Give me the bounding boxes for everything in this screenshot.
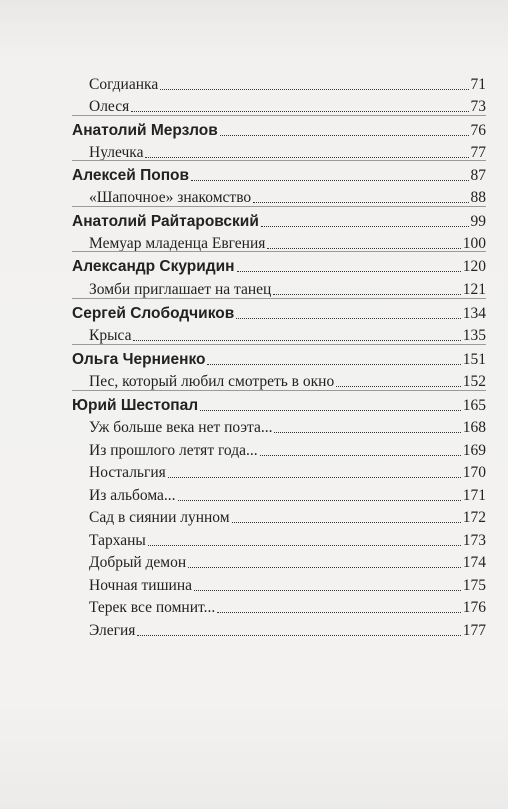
dot-leader <box>273 294 460 295</box>
toc-work-entry <box>89 369 486 391</box>
toc-author-entry <box>72 118 486 140</box>
toc-author-entry <box>72 393 486 415</box>
page-number: 73 <box>470 98 486 115</box>
toc-work-entry <box>89 618 486 640</box>
toc-work-entry <box>89 231 486 253</box>
dot-leader <box>220 135 469 136</box>
dot-leader <box>336 386 461 387</box>
toc-work-entry <box>89 505 486 527</box>
page-number: 175 <box>462 577 486 594</box>
work-title: Зомби приглашает на танец <box>89 281 272 298</box>
toc-work-entry <box>89 72 486 94</box>
section-divider <box>72 390 486 391</box>
section-divider <box>72 115 486 116</box>
work-title: Согдианка <box>89 76 159 93</box>
work-title: Добрый демон <box>89 554 187 571</box>
author-name: Александр Скуридин <box>72 258 235 275</box>
work-title: Сад в сиянии лунном <box>89 509 230 526</box>
dot-leader <box>274 432 460 433</box>
author-name: Алексей Попов <box>72 167 190 184</box>
toc-work-entry <box>89 94 486 116</box>
toc-work-entry <box>89 438 486 460</box>
dot-leader <box>194 590 461 591</box>
page-number: 152 <box>462 373 486 390</box>
author-name: Анатолий Райтаровский <box>72 213 259 230</box>
toc-author-entry <box>72 163 486 185</box>
work-title: Нулечка <box>89 144 144 161</box>
toc-work-entry <box>89 483 486 505</box>
dot-leader <box>232 522 461 523</box>
toc-work-entry <box>89 185 486 207</box>
work-title: Крыса <box>89 327 132 344</box>
work-title: Из прошлого летят года... <box>89 442 258 459</box>
toc-work-entry <box>89 595 486 617</box>
author-name: Ольга Черниенко <box>72 351 206 368</box>
dot-leader <box>191 180 468 181</box>
toc-work-entry <box>89 277 486 299</box>
dot-leader <box>131 111 468 112</box>
author-name: Юрий Шестопал <box>72 397 199 414</box>
dot-leader <box>267 248 460 249</box>
page-number: 135 <box>462 327 486 344</box>
author-name: Анатолий Мерзлов <box>72 122 218 139</box>
section-divider <box>72 251 486 252</box>
dot-leader <box>207 364 460 365</box>
dot-leader <box>200 410 461 411</box>
dot-leader <box>260 455 461 456</box>
dot-leader <box>261 226 469 227</box>
page-number: 100 <box>462 235 486 252</box>
dot-leader <box>133 340 460 341</box>
work-title: Ночная тишина <box>89 577 192 594</box>
page-number: 174 <box>462 554 486 571</box>
work-title: Ностальгия <box>89 464 166 481</box>
page-number: 171 <box>462 487 486 504</box>
work-title: Уж больше века нет поэта... <box>89 419 273 436</box>
dot-leader <box>237 271 461 272</box>
page-number: 170 <box>462 464 486 481</box>
toc-author-entry <box>72 254 486 276</box>
toc-work-entry <box>89 140 486 162</box>
page-number: 121 <box>462 281 486 298</box>
dot-leader <box>178 500 461 501</box>
toc-work-entry <box>89 550 486 572</box>
page-number: 134 <box>462 305 486 322</box>
page-number: 168 <box>462 419 486 436</box>
section-divider <box>72 344 486 345</box>
page-number: 176 <box>462 599 486 616</box>
toc-work-entry <box>89 528 486 550</box>
work-title: Из альбома... <box>89 487 176 504</box>
page-number: 120 <box>462 258 486 275</box>
dot-leader <box>137 635 460 636</box>
page-number: 88 <box>470 189 486 206</box>
page-number: 71 <box>470 76 486 93</box>
dot-leader <box>188 567 461 568</box>
toc-work-entry <box>89 573 486 595</box>
work-title: Тарханы <box>89 532 146 549</box>
work-title: Мемуар младенца Евгения <box>89 235 266 252</box>
page-number: 173 <box>462 532 486 549</box>
dot-leader <box>148 545 461 546</box>
work-title: «Шапочное» знакомство <box>89 189 252 206</box>
toc-author-entry <box>72 209 486 231</box>
page-number: 169 <box>462 442 486 459</box>
page-number: 165 <box>462 397 486 414</box>
page-number: 76 <box>470 122 486 139</box>
page-number: 77 <box>470 144 486 161</box>
section-divider <box>72 160 486 161</box>
work-title: Терек все помнит... <box>89 599 216 616</box>
dot-leader <box>160 89 468 90</box>
page-number: 87 <box>470 167 486 184</box>
work-title: Олеся <box>89 98 130 115</box>
page-number: 99 <box>470 213 486 230</box>
page-number: 177 <box>462 622 486 639</box>
section-divider <box>72 298 486 299</box>
author-name: Сергей Слободчиков <box>72 305 235 322</box>
toc-author-entry <box>72 347 486 369</box>
work-title: Пес, который любил смотреть в окно <box>89 373 335 390</box>
toc-author-entry <box>72 301 486 323</box>
dot-leader <box>217 612 461 613</box>
dot-leader <box>145 157 468 158</box>
toc-work-entry <box>89 323 486 345</box>
toc-work-entry <box>89 415 486 437</box>
dot-leader <box>236 318 460 319</box>
work-title: Элегия <box>89 622 136 639</box>
page-number: 151 <box>462 351 486 368</box>
toc-work-entry <box>89 460 486 482</box>
dot-leader <box>168 477 461 478</box>
page-number: 172 <box>462 509 486 526</box>
section-divider <box>72 206 486 207</box>
dot-leader <box>253 202 468 203</box>
